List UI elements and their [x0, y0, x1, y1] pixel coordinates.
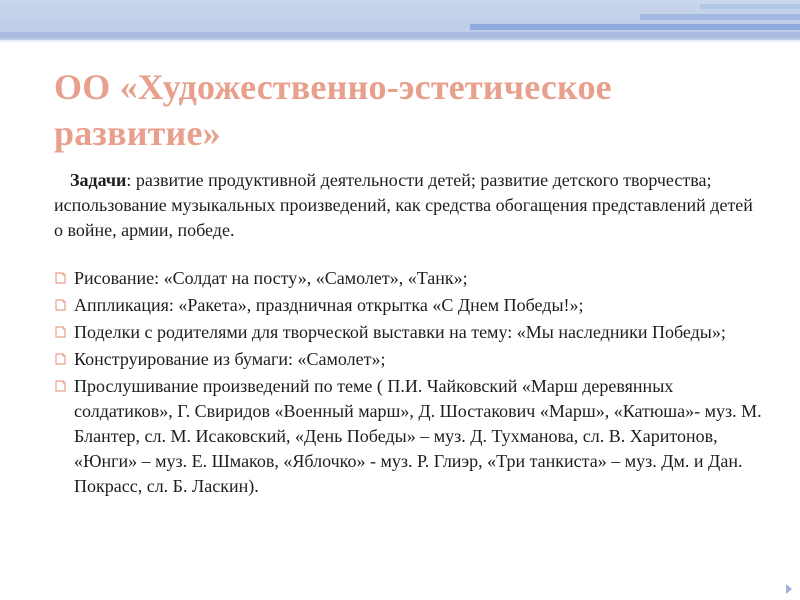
hollow-square-bullet-icon	[54, 351, 66, 367]
list-item	[54, 293, 766, 318]
slide-title: ОО «Художественно-эстетическое развитие»	[54, 67, 612, 153]
band-stripe	[700, 4, 800, 9]
list-item	[54, 320, 766, 345]
band-edge	[0, 40, 800, 42]
list-item	[54, 374, 766, 499]
band-stripe	[0, 32, 800, 38]
top-decorative-band	[0, 0, 800, 42]
list-item-text: Рисование: «Солдат на посту», «Самолет», «Танк»;	[74, 268, 468, 288]
hollow-square-bullet-icon	[54, 270, 66, 286]
slide-content	[54, 168, 766, 501]
list-item-text: Конструирование из бумаги: «Самолет»;	[74, 349, 386, 369]
tasks-paragraph	[54, 168, 766, 243]
activities-list	[54, 266, 766, 499]
hollow-square-bullet-icon	[54, 324, 66, 340]
tasks-label: Задачи	[70, 170, 127, 190]
tasks-text: : развитие продуктивной деятельности детей; развитие детского творчества; использование музыкальных произведений, как средства обогащения представлений детей о войне, армии, победе.	[54, 170, 753, 240]
band-stripe	[470, 24, 800, 30]
list-item	[54, 266, 766, 291]
hollow-square-bullet-icon	[54, 297, 66, 313]
list-item-text: Прослушивание произведений по теме ( П.И. Чайковский «Марш деревянных солдатиков», Г. Свиридов «Военный марш», Д. Шостакович «Марш», «Катюша»- муз. М. Блантер, сл. М. Исаковский, «День Победы» – муз. Д. Тухманова, сл. В. Харитонов, «Юнги» – муз. Е. Шмаков, «Яблочко» - муз. Р. Глиэр, «Три танкиста» – муз. Дм. и Дан. Покрасс, сл. Б. Ласкин).	[74, 376, 762, 496]
list-item-text: Поделки с родителями для творческой выставки на тему: «Мы наследники Победы»;	[74, 322, 726, 342]
list-item	[54, 347, 766, 372]
list-item-text: Аппликация: «Ракета», праздничная открытка «С Днем Победы!»;	[74, 295, 584, 315]
band-stripe	[640, 14, 800, 20]
hollow-square-bullet-icon	[54, 378, 66, 394]
corner-arrow-icon	[786, 584, 792, 594]
